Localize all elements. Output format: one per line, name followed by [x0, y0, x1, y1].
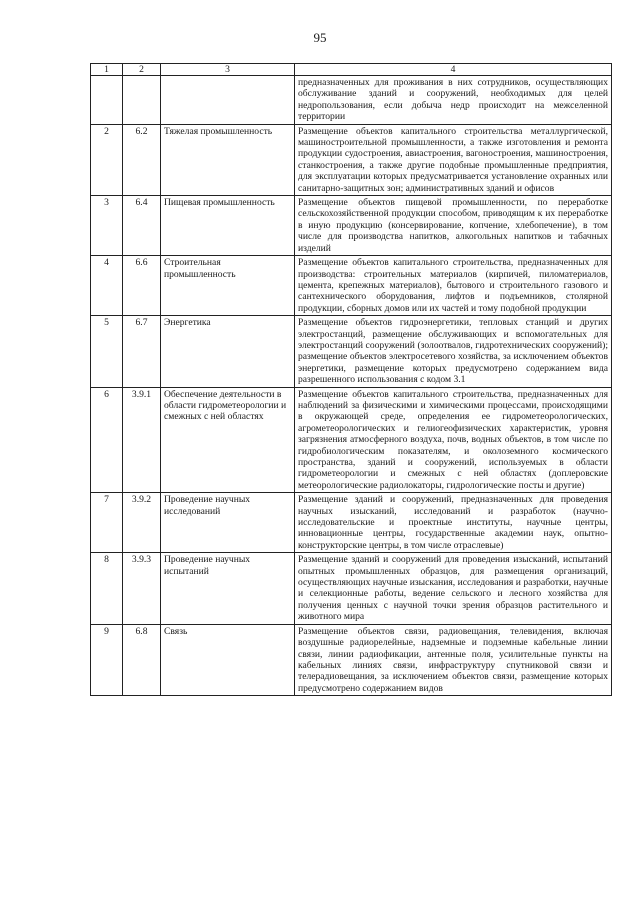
row-code: 3.9.2 — [123, 493, 161, 553]
table-row — [91, 196, 612, 256]
row-description: Размещение объектов связи, радиовещания, телевидения, включая воздушные радиорелейные, надземные и подземные кабельные линии связи, линии радиофикации, антенные поля, усилительные пункты на кабельных линиях связи, инфраструктуру спутниковой связи и телерадиовещания, за исключением объектов связи, размещение которых предусмотрено содержанием видов — [295, 624, 612, 695]
row-code: 3.9.3 — [123, 553, 161, 624]
row-name: Энергетика — [161, 316, 295, 387]
table-row — [91, 256, 612, 316]
row-description: Размещение объектов капитального строительства, предназначенных для производства: строительных материалов (кирпичей, пиломатериалов, цемента, крепежных материалов), бытового и строительного газового и сантехнического оборудования, лифтов и подъемников, столярной продукции, сборных домов или их частей и тому подобной продукции — [295, 256, 612, 316]
table-row — [91, 553, 612, 624]
row-name: Связь — [161, 624, 295, 695]
row-number: 9 — [91, 624, 123, 695]
row-code: 6.4 — [123, 196, 161, 256]
header-row — [91, 64, 612, 76]
page-number: 95 — [313, 30, 327, 45]
row-code: 3.9.1 — [123, 387, 161, 493]
row-number: 7 — [91, 493, 123, 553]
row-name: Строительная промышленность — [161, 256, 295, 316]
row-description: Размещение зданий и сооружений для проведения изысканий, испытаний опытных промышленных образцов, для размещения организаций, осуществляющих научные изыскания, исследования и разработки, научные и селекционные работы, ведение сельского и лесного хозяйства для получения ценных с научной точки зрения образцов растительного и животного мира — [295, 553, 612, 624]
row-number: 3 — [91, 196, 123, 256]
row-description: Размещение объектов капитального строительства металлургической, машиностроительной промышленности, а также изготовления и ремонта продукции судостроения, авиастроения, вагоностроения, машиностроения, станкостроения, а также другие подобные промышленные предприятия, для эксплуатации которых предусматривается установление охранных или санитарно-защитных зон; административных зданий и офисов — [295, 124, 612, 195]
table-row-continuation — [91, 76, 612, 125]
table-row — [91, 316, 612, 387]
row-description: Размещение объектов пищевой промышленности, по переработке сельскохозяйственной продукции способом, приводящим к их переработке в иную продукцию (консервирование, копчение, хлебопечение), в том числе для производства напитков, алкогольных напитков и табачных изделий — [295, 196, 612, 256]
header-col-2: 2 — [123, 64, 161, 76]
row-number: 8 — [91, 553, 123, 624]
table-row — [91, 624, 612, 695]
row-number: 5 — [91, 316, 123, 387]
row-description: предназначенных для проживания в них сотрудников, осуществляющих обслуживание зданий и сооружений, необходимых для целей недропользования, если добыча недр происходит на межселенной территории — [295, 76, 612, 125]
row-name: Проведение научных исследований — [161, 493, 295, 553]
row-code: 6.8 — [123, 624, 161, 695]
row-description: Размещение объектов гидроэнергетики, тепловых станций и других электростанций, размещение обслуживающих и вспомогательных для электростанций сооружений (золоотвалов, гидротехнических сооружений); размещение объектов электросетевого хозяйства, за исключением объектов энергетики, размещение которых предусмотрено содержанием вида разрешенного использования с кодом 3.1 — [295, 316, 612, 387]
row-description: Размещение объектов капитального строительства, предназначенных для наблюдений за физическими и химическими процессами, происходящими в окружающей среде, определения ее гидрометеорологических, агрометеорологических и гелиогеофизических характеристик, уровня загрязнения атмосферного воздуха, почв, водных объектов, в том числе по гидробиологическим показателям, и околоземного космического пространства, зданий и сооружений, используемых в области гидрометеорологии и смежных с ней областях (доплеровские метеорологические радиолокаторы, гидрологические посты и другие) — [295, 387, 612, 493]
header-col-4: 4 — [295, 64, 612, 76]
row-code: 6.2 — [123, 124, 161, 195]
row-name: Пищевая промышленность — [161, 196, 295, 256]
row-number: 6 — [91, 387, 123, 493]
row-name: Обеспечение деятельности в области гидрометеорологии и смежных с ней областях — [161, 387, 295, 493]
row-name: Тяжелая промышленность — [161, 124, 295, 195]
row-code: 6.6 — [123, 256, 161, 316]
land-use-table — [90, 63, 612, 696]
table-row — [91, 493, 612, 553]
header-col-3: 3 — [161, 64, 295, 76]
header-col-1: 1 — [91, 64, 123, 76]
row-number: 4 — [91, 256, 123, 316]
row-code: 6.7 — [123, 316, 161, 387]
row-name: Проведение научных испытаний — [161, 553, 295, 624]
table-row — [91, 387, 612, 493]
row-description: Размещение зданий и сооружений, предназначенных для проведения научных изысканий, исследований и разработок (научно-исследовательские и проектные институты, научные центры, инновационные центры, государственные академии наук, опытно-конструкторские центры, в том числе отраслевые) — [295, 493, 612, 553]
table-row — [91, 124, 612, 195]
row-number: 2 — [91, 124, 123, 195]
